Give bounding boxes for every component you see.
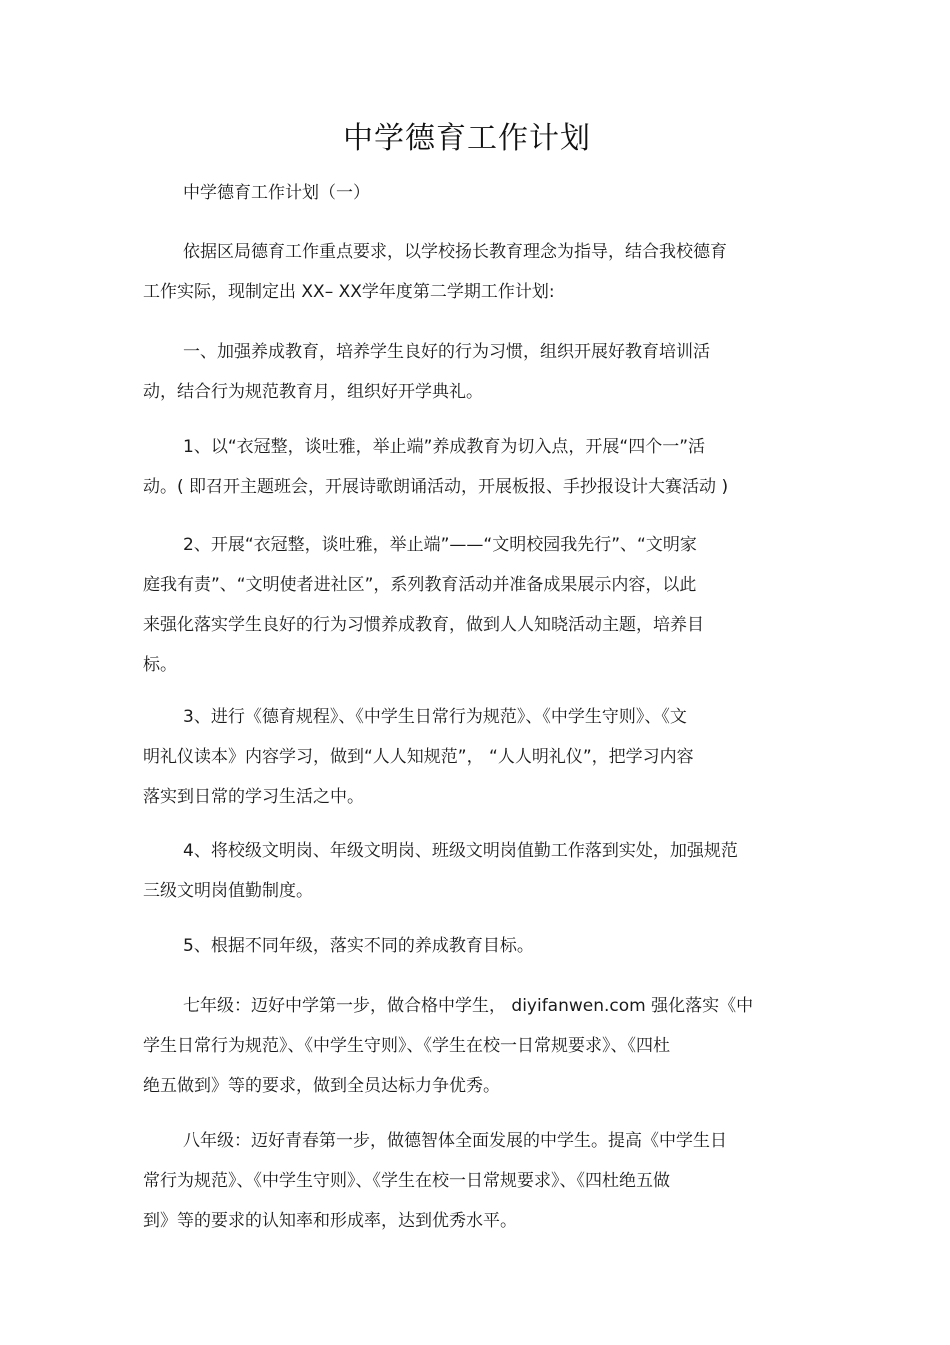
paragraph-line: 4、将校级文明岗、年级文明岗、班级文明岗值勤工作落到实处，加强规范 (183, 841, 738, 861)
paragraph-line: 学生日常行为规范》、《中学生守则》、《学生在校一日常规要求》、《四杜 (143, 1036, 670, 1056)
paragraph-line: 标。 (143, 655, 177, 675)
paragraph-line: 依据区局德育工作重点要求，以学校扬长教育理念为指导，结合我校德育 (183, 242, 727, 262)
paragraph-line: 八年级：迈好青春第一步，做德智体全面发展的中学生。提高《中学生日 (183, 1131, 727, 1151)
paragraph-line: 工作实际，现制定出 XX– XX学年度第二学期工作计划: (143, 282, 555, 302)
paragraph-line: 2、开展“衣冠整，谈吐雅，举止端”——“文明校园我先行”、“文明家 (183, 535, 697, 555)
paragraph-line: 动。( 即召开主题班会，开展诗歌朗诵活动，开展板报、手抄报设计大赛活动 ) (143, 477, 729, 497)
paragraph-line: 5、根据不同年级，落实不同的养成教育目标。 (183, 936, 534, 956)
document-subtitle: 中学德育工作计划（一） (183, 183, 370, 203)
paragraph-line: 绝五做到》等的要求，做到全员达标力争优秀。 (143, 1076, 500, 1096)
paragraph-line: 三级文明岗值勤制度。 (143, 881, 313, 901)
paragraph-line: 落实到日常的学习生活之中。 (143, 787, 364, 807)
paragraph-line: 来强化落实学生良好的行为习惯养成教育，做到人人知晓活动主题，培养目 (143, 615, 704, 635)
paragraph-line: 常行为规范》、《中学生守则》、《学生在校一日常规要求》、《四杜绝五做 (143, 1171, 670, 1191)
paragraph-line: 到》等的要求的认知率和形成率，达到优秀水平。 (143, 1211, 517, 1231)
document-title: 中学德育工作计划 (343, 121, 591, 156)
paragraph-line: 一、加强养成教育，培养学生良好的行为习惯，组织开展好教育培训活 (183, 342, 710, 362)
paragraph-line: 庭我有责”、“文明使者进社区”，系列教育活动并准备成果展示内容，以此 (143, 575, 697, 595)
paragraph-line: 七年级：迈好中学第一步，做合格中学生， diyifanwen.com 强化落实《中 (183, 996, 754, 1016)
paragraph-line: 3、进行《德育规程》、《中学生日常行为规范》、《中学生守则》、《文 (183, 707, 687, 727)
paragraph-line: 动，结合行为规范教育月，组织好开学典礼。 (143, 382, 483, 402)
paragraph-line: 1、以“衣冠整，谈吐雅，举止端”养成教育为切入点，开展“四个一”活 (183, 437, 706, 457)
paragraph-line: 明礼仪读本》内容学习，做到“人人知规范”， “人人明礼仪”，把学习内容 (143, 747, 694, 767)
